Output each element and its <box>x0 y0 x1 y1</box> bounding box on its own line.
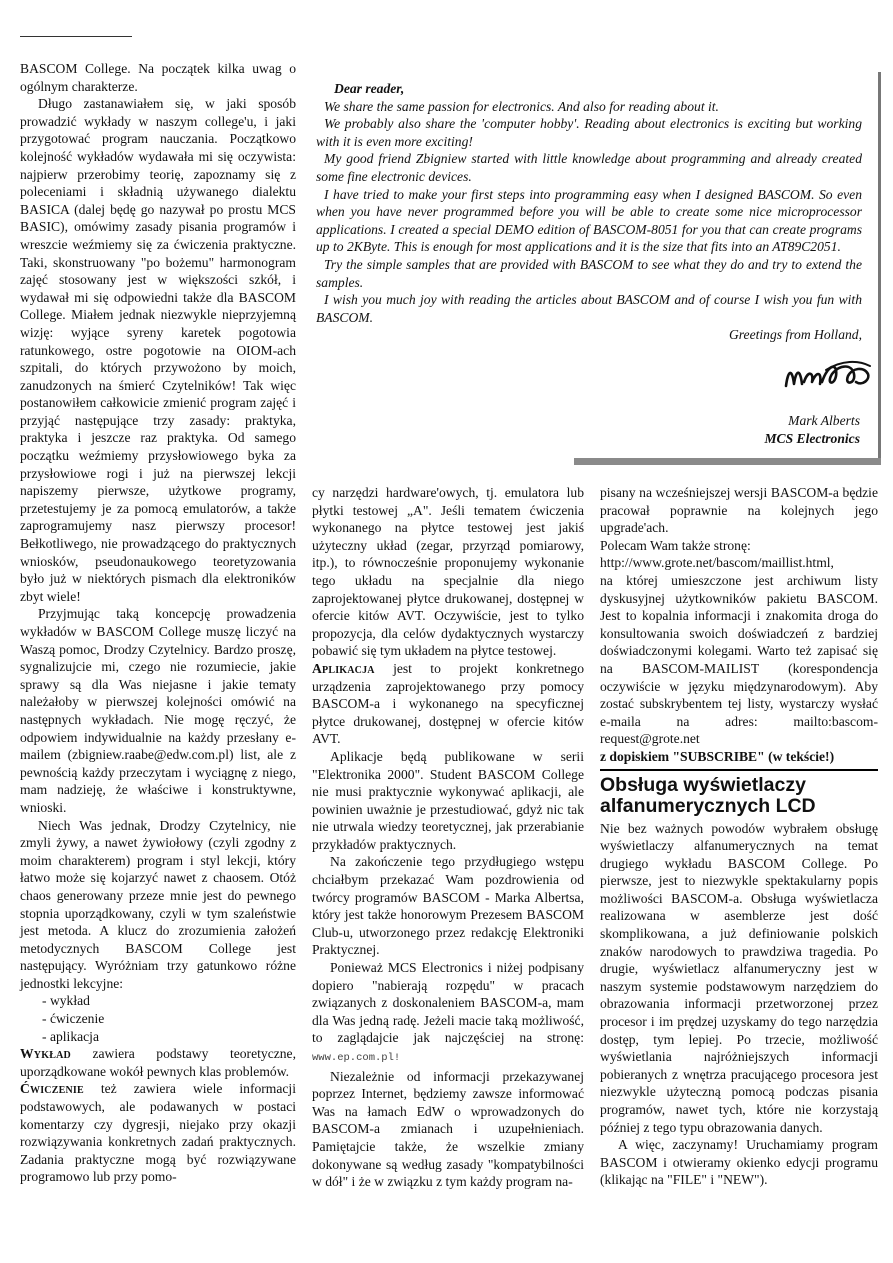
letter-text <box>316 80 862 344</box>
letter-paragraph: I have tried to make your first steps into programming easy when I designed BASCOM. So even when you have never programmed before you will be able to create some nice microprocessor applications. I created a special DEMO edition of BASCOM-8051 for you that can create programs up to 2KByte. This is enough for most applications and it is the size that fits into an AT89C2051. <box>316 186 862 255</box>
aplikacja-paragraph <box>312 660 584 748</box>
right-column <box>600 484 878 1189</box>
letter-paragraph: We probably also share the 'computer hobby'. Reading about electronics is exciting but working with it is even more exciting! <box>316 116 862 149</box>
wyklad-term: Wykład <box>20 1046 71 1062</box>
section-paragraph-1: Nie bez ważnych powodów wybrałem obsługę wyświetlaczy alfanumerycznych na temat drugiego wykładu BASCOM College. Po pierwsze, jest to niezwykle spektakularny popis możliwości BASCOM-a. Obsługa wyświetlacza realizowana w asemblerze jest dość skomplikowana, a już definiowanie polskich znaków narodowych to prawdziwa tragedia. Po drugie, wyświetlacz alfanumeryczny jest w naszym systemie podstawowym narzędziem do obrazowania informacji przetworzonej przez procesor i im prędzej uzyskamy do tego narzędzia dostęp, tym lepiej. Po trzecie, możliwość wyświetlania najróżniejszych informacji pobieranych z wnętrza pracującego procesora jest niezwykle użyteczną pomocą podczas pisania programów, nawet tych, które nie korzystają później z tego typu obrazowania danych. <box>600 820 878 1135</box>
wyklad-text: zawiera podstawy teoretyczne, uporządkowane wokół pewnych klas problemów. <box>20 1046 296 1079</box>
middle-paragraph-5 <box>312 959 584 1068</box>
left-paragraph-2: Długo zastanawiałem się, w jaki sposób prowadzić wykłady w naszym college'u, i jaki przygotować program nauczania. Początkowo kolejność wykładów wydawała mi się oczywista: najpierw przerobimy teorię, zapoznamy się z poleceniami i składnią używanego dialektu BASICA (dalej będę go nazywał po prostu MCS BASIC), omówimy zasady pisania programów i wreszcie weźmiemy się za ćwiczenia praktyczne. Taki, skonstruowany "po bożemu" harmonogram zajęć stosowany jest w większości szkół, i wydawał mi się odpowiedni także dla BASCOM College. Miałem jednak niezwykle nieprzyjemną wizję: wyjące syreny karetek pogotowia ratunkowego, ostre pogotowie na OIOM-ach szpitali, do których przywożono by moich, zanudzonych na śmierć Czytelników! Tak więc postanowiłem całkowicie zmienić program zajęć i przyjąć następujące trzy zasady: praktyka, praktyka i jeszcze raz praktyka. Od samego początku weźmiemy przysłowiowego byka za przysłowiowe rogi i już na pierwszej lekcji napiszemy pierwsze, użytkowe programy, przetestujemy je za pomocą emulatorów, a także zaprogramujemy nasz pierwszy procesor! Bełkotliwego, nie prowadzącego do praktycznych wniosków, pseudonaukowego teoretyzowania było już w niektórych pismach dla elektroników zbyt wiele! <box>20 96 296 604</box>
left-column <box>20 60 296 1186</box>
letter-box <box>312 72 881 462</box>
middle-paragraph-4: Na zakończenie tego przydługiego wstępu chciałbym przekazać Wam pozdrowienia od twórcy programów BASCOM - Marka Albertsa, który jest także honorowym Prezesem BASCOM Club-u, utworzonego przez redakcję Elektroniki Praktycznej. <box>312 854 584 958</box>
website-link[interactable]: www.ep.com.pl! <box>312 1052 401 1064</box>
lesson-type-item: - wykład <box>42 992 296 1010</box>
right-paragraph-1: pisany na wcześniejszej wersji BASCOM-a będzie pracował poprawnie na kolejnych jego upgrade'ach. <box>600 485 878 536</box>
letter-paragraph: Try the simple samples that are provided with BASCOM to see what they do and try to extend the samples. <box>316 256 862 290</box>
letter-salutation: Dear reader, <box>334 81 405 96</box>
section-paragraph-2: A więc, zaczynamy! Uruchamiamy program BASCOM i otwieramy okienko edycji programu (klikając na "FILE" i "NEW"). <box>600 1137 878 1188</box>
aplikacja-text: jest to projekt konkretnego urządzenia zaprojektowanego przy pomocy BASCOM-a i wykonanego na specyficznej płytce drukowanej, dostępnej w ofercie kitów AVT. <box>312 660 584 747</box>
lesson-type-item: - ćwiczenie <box>42 1010 296 1028</box>
middle-paragraph-1: cy narzędzi hardware'owych, tj. emulatora lub płytki testowej „A". Jeśli tematem ćwiczenia wykonanego na płytce testowej jest jakiś użyteczny układ (zegar, przyrząd pomiarowy, itp.), to równocześnie proponujemy wykonanie tego układu na specjalnie dla niego zaprojektowanej płytce drukowanej, dostępnej w ofercie kitów AVT. Oczywiście, jest to tylko propozycja, dla celów dydaktycznych wystarczy pobawić się tym układem na płytce testowej. <box>312 485 584 659</box>
signer-name: Mark Alberts <box>788 413 860 428</box>
wyklad-paragraph <box>20 1045 296 1080</box>
top-rule <box>20 36 132 37</box>
aplikacja-term: Aplikacja <box>312 660 375 676</box>
middle-column <box>312 484 584 1191</box>
letter-shadow <box>574 458 881 465</box>
lesson-types-list <box>20 992 296 1045</box>
middle-paragraph-3: Aplikacje będą publikowane w serii "Elektronika 2000". Student BASCOM College nie musi praktycznie wykonywać aplikacji, ale powinien uważnie je przestudiować, gdyż nic tak nie utrwala wiedzy teoretycznej, jak przerabianie przykładów praktycznych. <box>312 748 584 852</box>
section-title: Obsługa wyświetlaczy alfanumerycznych LCD <box>600 769 878 817</box>
letter-signature-block <box>764 412 860 448</box>
middle-paragraph-6: Niezależnie od informacji przekazywanej poprzez Internet, będziemy zawsze informować Was na łamach EdW o wprowadzonych do BASCOM-a zmianach i uzupełnieniach. Pamiętajcie także, że wszelkie zmiany dokonywane są według zasady "kompatybilności w dół" i że w związku z tym każdy program na- <box>312 1068 584 1190</box>
signer-company: MCS Electronics <box>764 431 860 446</box>
letter-paragraph: I wish you much joy with reading the articles about BASCOM and of course I wish you fun with BASCOM. <box>316 292 862 325</box>
signature-image <box>782 356 874 396</box>
cwiczenie-text: też zawiera wiele informacji podstawowych, ale podawanych w postaci komentarzy czy dygresji, niejako przy okazji rozwiązywania konkretnych zadań praktycznych. Zadania praktyczne mogą być rozwiązywane programowo lub przy pomo- <box>20 1081 296 1185</box>
left-paragraph-4: Niech Was jednak, Drodzy Czytelnicy, nie zmyli żywy, a nawet żywiołowy (czyli zgodny z moim charakterem) program i styl lekcji, który łatwo może się kojarzyć nawet z chaosem. Otóż chaos generowany przeze mnie jest do pewnego stopnia uporządkowany, czyli w tym szaleństwie jest metoda. A klucz do zrozumienia założeń metodycznych BASCOM College jest następujący. Wyróżniam trzy gatunkowo różne jednostki lekcyjne: <box>20 817 296 991</box>
right-paragraph-2: na której umieszczone jest archiwum listy dyskusyjnej użytkowników pakietu BASCOM. Jest to kopalnia informacji i znakomita droga do konsultowania swoich doświadczeń z bardziej doświadczonymi kolegami. Warto też zapisać się na BASCOM-MAILIST (korespondencja oczywiście w języku międzynarodowym). Aby zostać subskrybentem tej listy, wystarczy wysłać e-maila na adres: mailto:bascom-request@grote.net <box>600 572 878 747</box>
letter-paragraph: My good friend Zbigniew started with little knowledge about programming and already created some fine electronic devices. <box>316 151 862 184</box>
cwiczenie-paragraph <box>20 1080 296 1186</box>
lesson-type-item: - aplikacja <box>42 1028 296 1046</box>
subscribe-note: z dopiskiem "SUBSCRIBE" (w tekście!) <box>600 748 835 764</box>
maillist-link[interactable]: http://www.grote.net/bascom/maillist.html, <box>600 555 834 571</box>
left-paragraph-1: BASCOM College. Na początek kilka uwag o ogólnym charakterze. <box>20 61 296 94</box>
right-paragraph-2-lead: Polecam Wam także stronę: <box>600 537 751 553</box>
middle-paragraph-5-text: Ponieważ MCS Electronics i niżej podpisany dopiero "nabierają rozpędu" w pracach związanych z doskonaleniem BASCOM-a, mam dla Was jedną radę. Jeżeli macie taką możliwość, to zaglądajcie jak najczęściej na stronę: <box>312 960 584 1046</box>
letter-paragraph: We share the same passion for electronics. And also for reading about it. <box>324 98 719 114</box>
left-paragraph-3: Przyjmując taką koncepcję prowadzenia wykładów w BASCOM College muszę liczyć na Waszą pomoc, Drodzy Czytelnicy. Bardzo proszę, sygnalizujcie mi, czego nie rozumiecie, jakie sprawy są dla Was niejasne i jakie tematy należałoby w pierwszej kolejności omówić na następnych wykładach. Nie mogę ręczyć, że odpowiem indywidualnie na każdy przesłany e-mailem (zbigniew.raabe@edw.com.pl) list, ale z pewnością każdy przeczytam i wyciągnę z niego, mam nadzieję, że właściwe i konstruktywne, wnioski. <box>20 606 296 815</box>
letter-greeting: Greetings from Holland, <box>728 327 862 343</box>
cwiczenie-term: Ćwiczenie <box>20 1081 84 1097</box>
